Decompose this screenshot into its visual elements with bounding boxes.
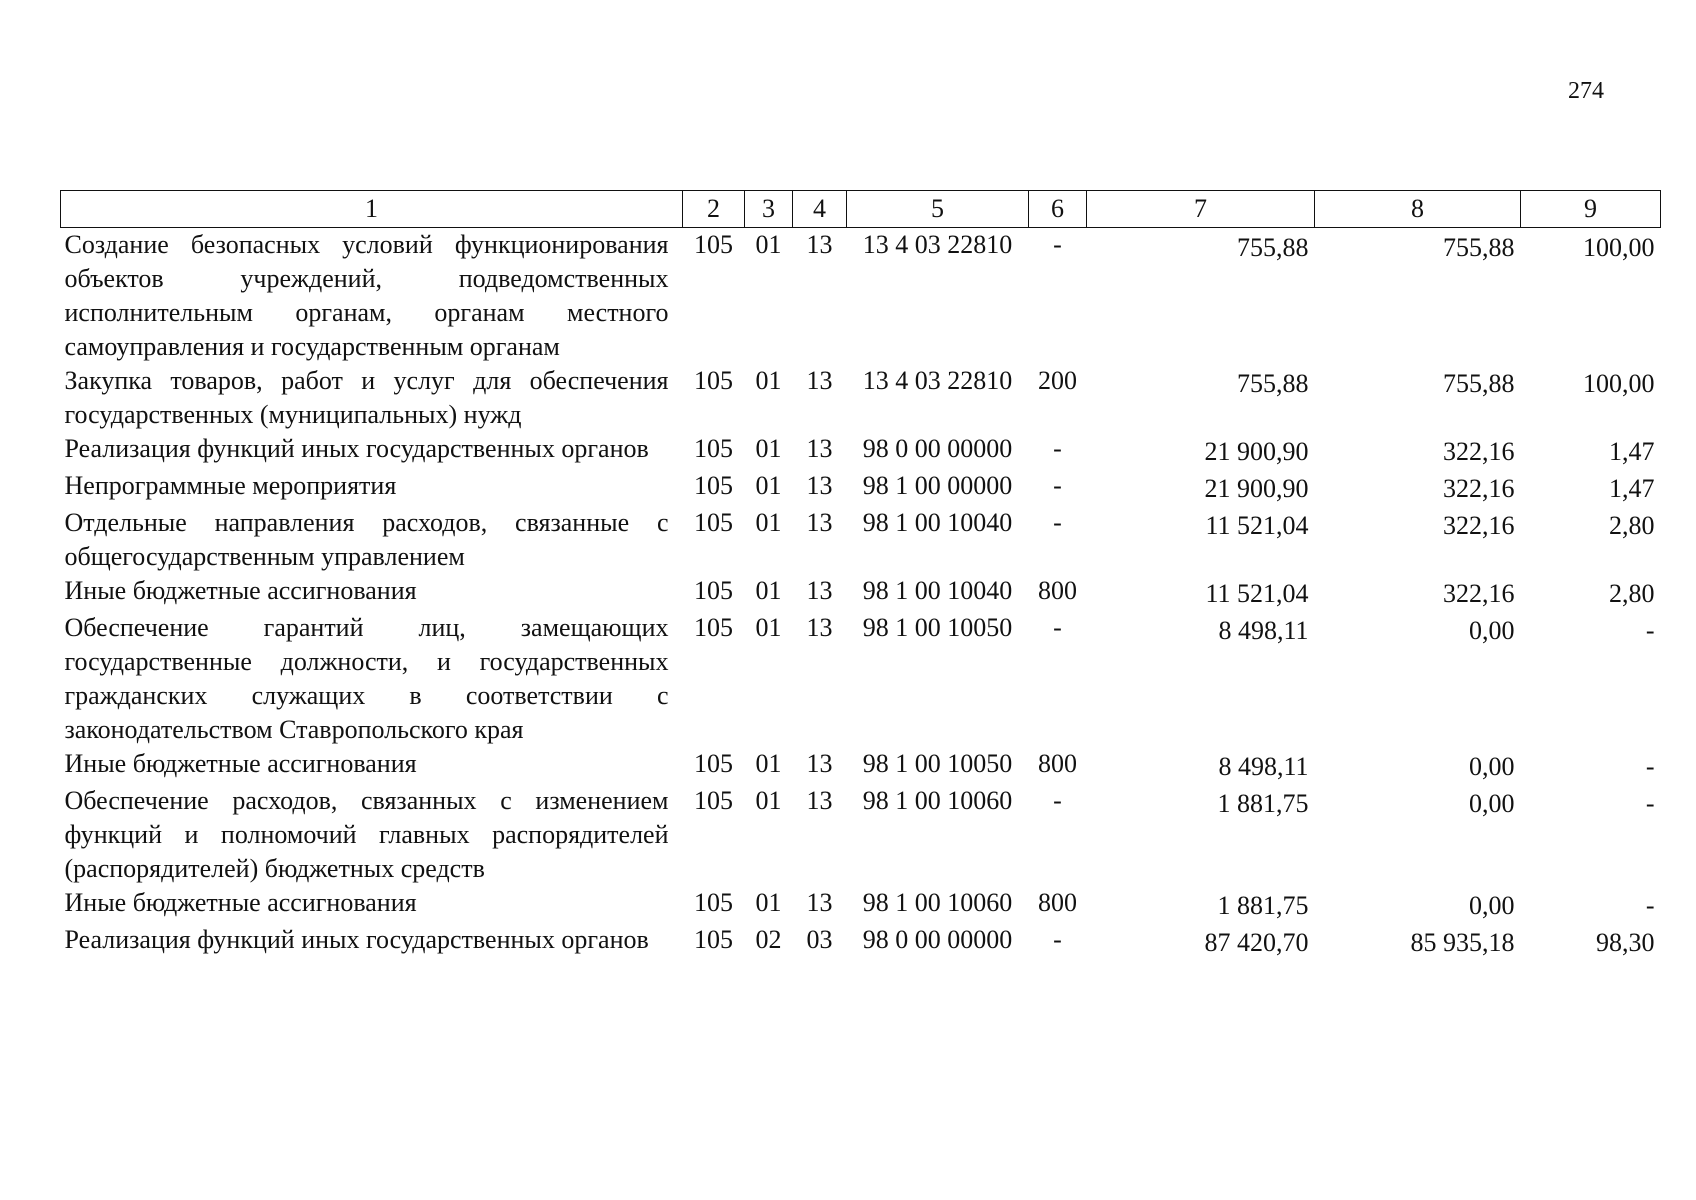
row-value-9: 98,30 [1596,928,1655,957]
row-value-8: 0,00 [1469,789,1515,818]
row-name: Иные бюджетные ассигнования [64,888,417,917]
row-value-8: 322,16 [1443,511,1515,540]
table-row [61,506,1661,574]
row-name: Иные бюджетные ассигнования [64,749,417,778]
row-code-6: - [1053,613,1062,642]
row-code-6: 800 [1038,576,1077,605]
row-value-8: 755,88 [1443,233,1515,262]
row-code-3: 01 [755,613,782,642]
row-value-8: 322,16 [1443,437,1515,466]
row-code-3: 01 [755,508,782,537]
row-code-5: 98 1 00 10040 [862,576,1013,605]
row-code-3: 01 [755,434,782,463]
row-value-9: 1,47 [1609,437,1655,466]
row-code-4: 13 [806,434,833,463]
table-row [61,432,1661,469]
row-code-2: 105 [694,230,733,259]
table-row [61,611,1661,747]
row-code-6: 200 [1038,366,1077,395]
row-value-8: 85 935,18 [1410,928,1515,957]
row-code-4: 13 [806,471,833,500]
row-code-2: 105 [694,925,733,954]
header-cell: 4 [793,191,847,228]
table-row [61,574,1661,611]
table-row [61,469,1661,506]
row-value-9: - [1645,616,1655,645]
row-code-2: 105 [694,613,733,642]
row-code-4: 13 [806,366,833,395]
row-code-5: 98 0 00 00000 [862,925,1013,954]
row-code-4: 13 [806,230,833,259]
row-value-8: 322,16 [1443,579,1515,608]
row-name: Непрограммные мероприятия [64,471,397,500]
row-code-6: - [1053,925,1062,954]
row-code-2: 105 [694,576,733,605]
row-code-6: - [1053,508,1062,537]
row-code-6: - [1053,786,1062,815]
row-code-2: 105 [694,786,733,815]
row-code-4: 13 [806,749,833,778]
budget-table [60,190,1661,960]
page-number: 274 [1568,78,1604,104]
row-code-4: 13 [806,786,833,815]
row-name: Отдельные направления расходов, связанные с общегосударственным управлением [64,508,669,571]
row-code-2: 105 [694,366,733,395]
row-value-8: 0,00 [1469,891,1515,920]
row-code-2: 105 [694,471,733,500]
row-code-6: - [1053,230,1062,259]
row-value-7: 21 900,90 [1204,474,1309,503]
row-code-5: 13 4 03 22810 [862,230,1013,259]
row-code-3: 01 [755,749,782,778]
row-code-6: 800 [1038,888,1077,917]
row-code-5: 98 1 00 10050 [862,613,1013,642]
row-value-9: 1,47 [1609,474,1655,503]
row-code-5: 98 1 00 00000 [862,471,1013,500]
row-code-3: 01 [755,786,782,815]
row-code-6: 800 [1038,749,1077,778]
row-name: Реализация функций иных государственных органов [64,434,649,463]
row-value-9: - [1645,789,1655,818]
row-value-7: 755,88 [1237,369,1309,398]
table-row [61,228,1661,365]
row-value-8: 0,00 [1469,616,1515,645]
row-value-9: - [1645,891,1655,920]
row-value-7: 8 498,11 [1218,616,1309,645]
row-code-2: 105 [694,749,733,778]
row-code-2: 105 [694,434,733,463]
row-name: Реализация функций иных государственных органов [64,925,649,954]
row-code-3: 02 [755,925,782,954]
row-value-9: 100,00 [1583,369,1655,398]
row-value-9: 2,80 [1609,579,1655,608]
row-code-3: 01 [755,888,782,917]
header-cell: 7 [1087,191,1315,228]
row-code-3: 01 [755,366,782,395]
header-cell: 3 [745,191,793,228]
row-code-4: 13 [806,508,833,537]
row-value-7: 11 521,04 [1205,511,1309,540]
row-code-4: 13 [806,613,833,642]
header-row [61,191,1661,228]
row-code-2: 105 [694,888,733,917]
table-row [61,784,1661,886]
table-body [61,228,1661,961]
row-value-7: 87 420,70 [1204,928,1309,957]
row-value-8: 322,16 [1443,474,1515,503]
table-row [61,747,1661,784]
row-name: Обеспечение гарантий лиц, замещающих государственные должности, и государственных гражданских служащих в соответствии с законодательством Ставропольского края [64,613,669,744]
row-value-7: 21 900,90 [1204,437,1309,466]
row-value-9: 100,00 [1583,233,1655,262]
header-cell: 8 [1315,191,1521,228]
row-value-7: 11 521,04 [1205,579,1309,608]
header-cell: 1 [61,191,683,228]
row-code-3: 01 [755,471,782,500]
row-code-6: - [1053,434,1062,463]
row-code-2: 105 [694,508,733,537]
row-code-5: 13 4 03 22810 [862,366,1013,395]
row-name: Обеспечение расходов, связанных с изменением функций и полномочий главных распорядителей (распорядителей) бюджетных средств [64,786,669,883]
header-cell: 6 [1029,191,1087,228]
header-cell: 9 [1521,191,1661,228]
header-cell: 5 [847,191,1029,228]
row-name: Создание безопасных условий функционирования объектов учреждений, подведомственных исполнительным органам, органам местного самоуправления и государственным органам [64,230,669,361]
row-value-7: 755,88 [1237,233,1309,262]
row-code-5: 98 0 00 00000 [862,434,1013,463]
row-name: Закупка товаров, работ и услуг для обеспечения государственных (муниципальных) нужд [64,366,669,429]
row-value-7: 1 881,75 [1217,789,1309,818]
row-code-4: 13 [806,576,833,605]
row-value-8: 0,00 [1469,752,1515,781]
row-code-3: 01 [755,576,782,605]
row-code-4: 13 [806,888,833,917]
row-value-7: 8 498,11 [1218,752,1309,781]
row-code-5: 98 1 00 10060 [862,888,1013,917]
table-row [61,886,1661,923]
row-code-5: 98 1 00 10040 [862,508,1013,537]
header-cell: 2 [683,191,745,228]
row-code-3: 01 [755,230,782,259]
table-row [61,364,1661,432]
row-value-8: 755,88 [1443,369,1515,398]
row-code-5: 98 1 00 10050 [862,749,1013,778]
row-code-6: - [1053,471,1062,500]
row-code-4: 03 [806,925,833,954]
row-value-9: 2,80 [1609,511,1655,540]
row-name: Иные бюджетные ассигнования [64,576,417,605]
table-row [61,923,1661,960]
row-value-7: 1 881,75 [1217,891,1309,920]
row-value-9: - [1645,752,1655,781]
row-code-5: 98 1 00 10060 [862,786,1013,815]
